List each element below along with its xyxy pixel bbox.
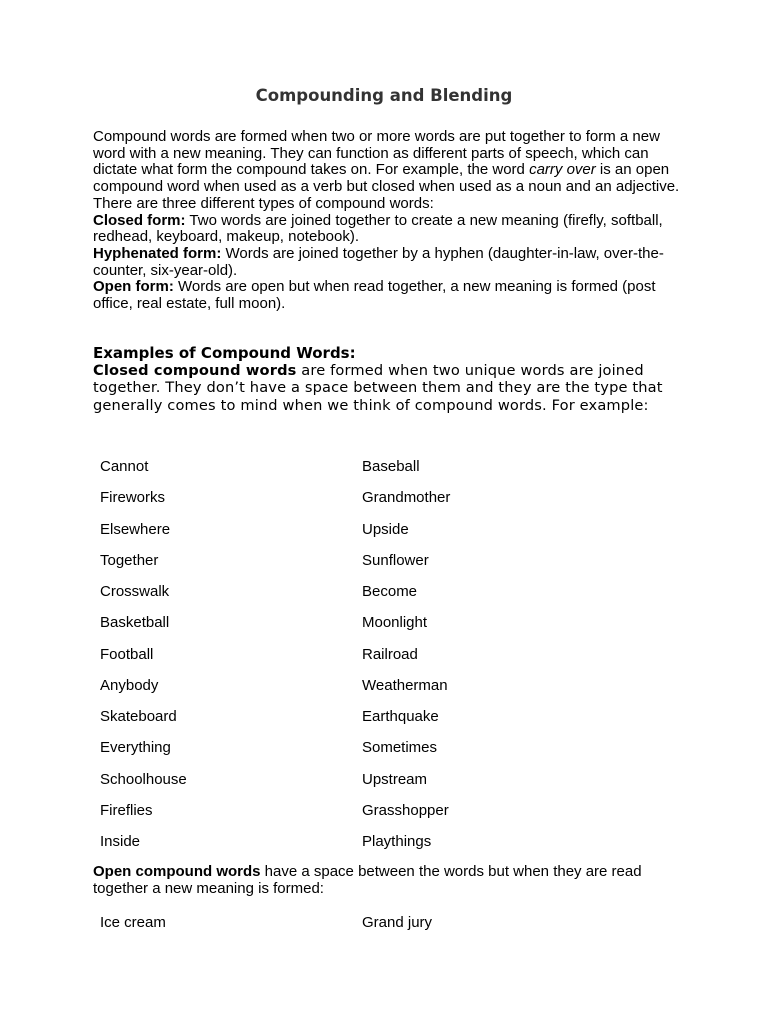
word-cell: Baseball	[362, 458, 420, 475]
word-cell: Basketball	[100, 614, 170, 632]
word-cell: Fireworks	[100, 489, 166, 507]
table-row	[100, 914, 660, 945]
table-row	[100, 739, 660, 770]
word-cell: Moonlight	[362, 614, 428, 632]
examples-heading: Examples of Compound Words:	[93, 344, 356, 362]
open-words-table	[100, 914, 660, 945]
table-row	[100, 646, 660, 677]
intro-section	[93, 129, 683, 313]
open-compound-paragraph	[93, 864, 683, 897]
types-intro: There are three different types of compound words:	[93, 194, 434, 212]
intro-italic-term: carry over	[529, 161, 596, 179]
table-row	[100, 552, 660, 583]
word-cell: Fireflies	[100, 801, 153, 819]
document-title: Compounding and Blending	[255, 86, 513, 105]
word-cell: Sometimes	[362, 739, 438, 757]
word-cell: Ice cream	[100, 914, 166, 931]
closed-compound-text: are formed when two unique words are joined together. They don’t have a space between them and they are the type that generally comes to mind when we think of compound words. For example:	[93, 362, 663, 414]
type-hyphenated-label: Hyphenated form:	[93, 244, 222, 262]
word-cell: Railroad	[362, 645, 418, 663]
word-cell: Anybody	[100, 676, 159, 694]
closed-compound-label: Closed compound words	[93, 362, 297, 379]
table-row	[100, 677, 660, 708]
word-cell: Weatherman	[362, 676, 448, 694]
word-cell: Cannot	[100, 458, 149, 475]
table-row	[100, 458, 660, 489]
word-cell: Playthings	[362, 833, 432, 850]
type-closed-text: Two words are joined together to create a new meaning (firefly, softball, redhead, keyboard, makeup, notebook).	[93, 211, 663, 246]
table-row	[100, 614, 660, 645]
table-row	[100, 583, 660, 614]
intro-paragraph	[93, 129, 683, 196]
word-cell: Sunflower	[362, 551, 429, 569]
word-cell: Grandmother	[362, 489, 451, 507]
table-row	[100, 771, 660, 802]
type-open-text: Words are open but when read together, a new meaning is formed (post office, real estate, full moon).	[93, 278, 656, 313]
type-closed	[93, 213, 683, 246]
word-cell: Schoolhouse	[100, 770, 187, 788]
type-closed-label: Closed form:	[93, 211, 186, 229]
intro-text-start: Compound words are formed when two or more words are put together to form a new word with a new meaning. They can function as different parts of speech, which can dictate what form the compound takes on. For example, the word	[93, 128, 660, 179]
word-cell: Upstream	[362, 770, 428, 788]
closed-compound-paragraph	[93, 362, 683, 414]
table-row	[100, 521, 660, 552]
word-cell: Upside	[362, 520, 409, 538]
word-cell: Grand jury	[362, 914, 433, 931]
type-open	[93, 279, 683, 312]
word-cell: Skateboard	[100, 708, 177, 725]
word-cell: Crosswalk	[100, 583, 170, 600]
word-cell: Grasshopper	[362, 801, 449, 819]
type-hyphenated	[93, 246, 683, 279]
table-row	[100, 708, 660, 739]
intro-text-end: is an open compound word when used as a verb but closed when used as a noun and an adjective.	[93, 161, 680, 196]
word-cell: Become	[362, 583, 418, 600]
word-cell: Football	[100, 645, 154, 663]
word-cell: Everything	[100, 739, 171, 757]
word-cell: Earthquake	[362, 708, 439, 725]
table-row	[100, 833, 660, 864]
table-row	[100, 489, 660, 520]
word-cell: Elsewhere	[100, 520, 171, 538]
word-cell: Inside	[100, 833, 141, 850]
type-hyphenated-text: Words are joined together by a hyphen (daughter-in-law, over-the-counter, six-year-old).	[93, 244, 664, 279]
type-open-label: Open form:	[93, 278, 174, 296]
examples-section	[93, 344, 683, 414]
word-cell: Together	[100, 551, 159, 569]
table-row	[100, 802, 660, 833]
open-compound-text: have a space between the words but when they are read together a new meaning is formed:	[93, 863, 642, 897]
closed-words-table	[100, 458, 660, 864]
open-compound-label: Open compound words	[93, 863, 261, 880]
